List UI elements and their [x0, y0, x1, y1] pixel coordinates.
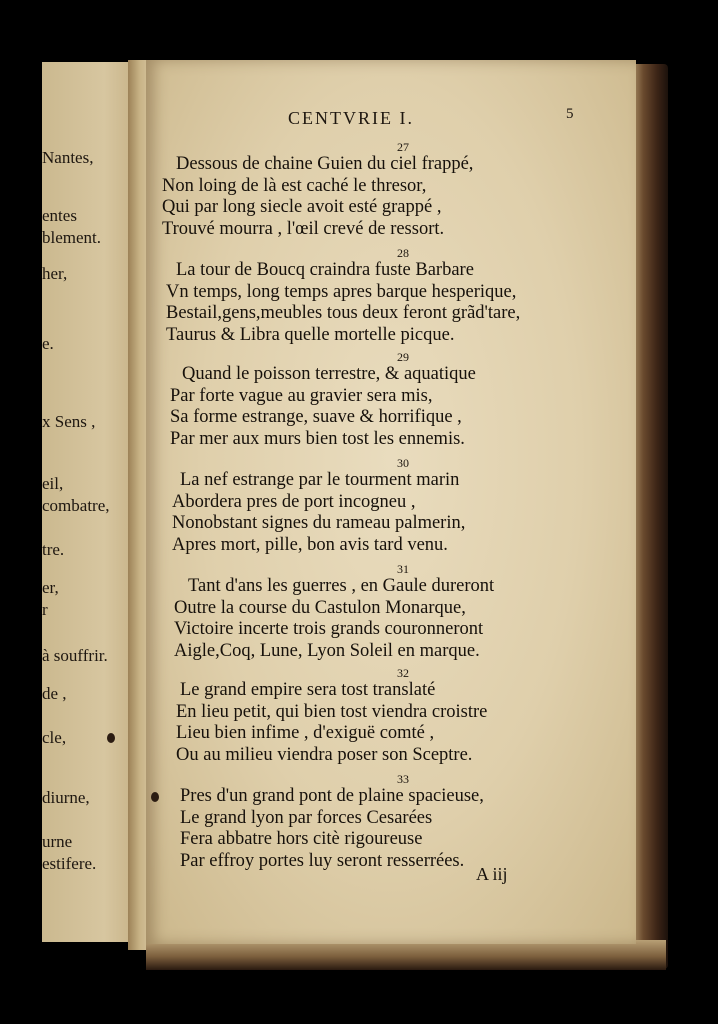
left-page-line: eil, [42, 474, 64, 493]
quatrain-number: 27 [397, 140, 409, 154]
left-page-line: e. [42, 334, 54, 353]
verse-line: Lieu bien infime , d'exiguë comté , [176, 723, 435, 743]
verse-line: Trouvé mourra , l'œil crevé de ressort. [162, 218, 445, 239]
verse-line: Taurus & Libra quelle mortelle picque. [166, 324, 455, 345]
verse-line: Fera abbatre hors citè rigoureuse [180, 829, 423, 849]
quatrain-number: 30 [397, 456, 409, 470]
verse-line: Qui par long siecle avoit esté grappé , [162, 197, 442, 217]
quatrain [146, 666, 636, 766]
quatrain [146, 772, 636, 872]
left-page-line: blement. [42, 228, 102, 247]
left-page-line: Nantes, [42, 148, 94, 167]
left-page-line: combatre, [42, 496, 110, 515]
left-page-line: de , [42, 684, 67, 703]
verse-line: En lieu petit, qui bien tost viendra croistre [176, 701, 488, 722]
quatrain-number: 28 [397, 246, 409, 260]
main-page [146, 60, 636, 944]
hole-mark [151, 792, 159, 802]
verse-line: Bestail,gens,meubles tous deux feront grãd'tare, [166, 303, 521, 323]
verse-line: Quand le poisson terrestre, & aquatique [182, 364, 476, 384]
verse-line: Par forte vague au gravier sera mis, [170, 385, 433, 406]
quatrain-number: 31 [397, 562, 409, 576]
verse-line: Apres mort, pille, bon avis tard venu. [172, 534, 448, 555]
verse-line: La tour de Boucq craindra fuste Barbare [176, 260, 474, 280]
left-page-line: tre. [42, 540, 65, 559]
left-page-line: entes [42, 206, 77, 225]
left-page-line: urne [42, 832, 73, 851]
verse-line: Ou au milieu viendra poser son Sceptre. [176, 744, 473, 765]
quatrain [146, 350, 636, 450]
quatrain-number: 32 [397, 666, 409, 680]
verse-line: Le grand lyon par forces Cesarées [180, 807, 433, 828]
quatrain [146, 456, 636, 556]
verse-line: Non loing de là est caché le thresor, [162, 175, 427, 196]
verse-line: Le grand empire sera tost translaté [180, 680, 436, 700]
verse-line: Nonobstant signes du rameau palmerin, [172, 513, 466, 533]
verse-line: Tant d'ans les guerres , en Gaule dureront [188, 576, 495, 596]
quatrain-number: 33 [397, 772, 409, 786]
hole-mark [107, 733, 115, 743]
verse-line: Par effroy portes luy seront resserrées. [180, 850, 465, 871]
signature-mark: A iij [476, 864, 508, 884]
verse-line: Pres d'un grand pont de plaine spacieuse, [180, 786, 484, 806]
verse-line: Aigle,Coq, Lune, Lyon Soleil en marque. [174, 640, 480, 661]
left-page-line: à souffrir. [42, 646, 108, 665]
left-page-line: her, [42, 264, 68, 283]
book-bottom-edge [146, 940, 666, 970]
left-page-line: r [42, 600, 48, 619]
running-head: CENTVRIE I. [288, 108, 414, 128]
left-page-line: diurne, [42, 788, 90, 807]
page-header [146, 108, 636, 138]
quatrain [146, 140, 636, 240]
verse-line: Outre la course du Castulon Monarque, [174, 597, 466, 618]
page-number: 5 [566, 106, 574, 122]
verse-line: Victoire incerte trois grands couronneront [174, 619, 484, 639]
verse-line: Par mer aux murs bien tost les ennemis. [170, 428, 465, 449]
left-page-line: estifere. [42, 854, 97, 873]
quatrain [146, 246, 636, 346]
left-page-line: cle, [42, 728, 67, 747]
left-page-line: x Sens , [42, 412, 96, 431]
left-page-line: er, [42, 578, 59, 597]
quatrain [146, 562, 636, 662]
verse-line: Sa forme estrange, suave & horrifique , [170, 407, 462, 427]
verse-line: Abordera pres de port incogneu , [172, 491, 416, 512]
verse-line: Dessous de chaine Guien du ciel frappé, [176, 154, 474, 174]
verse-line: La nef estrange par le tourment marin [180, 470, 460, 490]
verse-line: Vn temps, long temps apres barque hesperique, [166, 281, 517, 302]
quatrain-number: 29 [397, 350, 409, 364]
